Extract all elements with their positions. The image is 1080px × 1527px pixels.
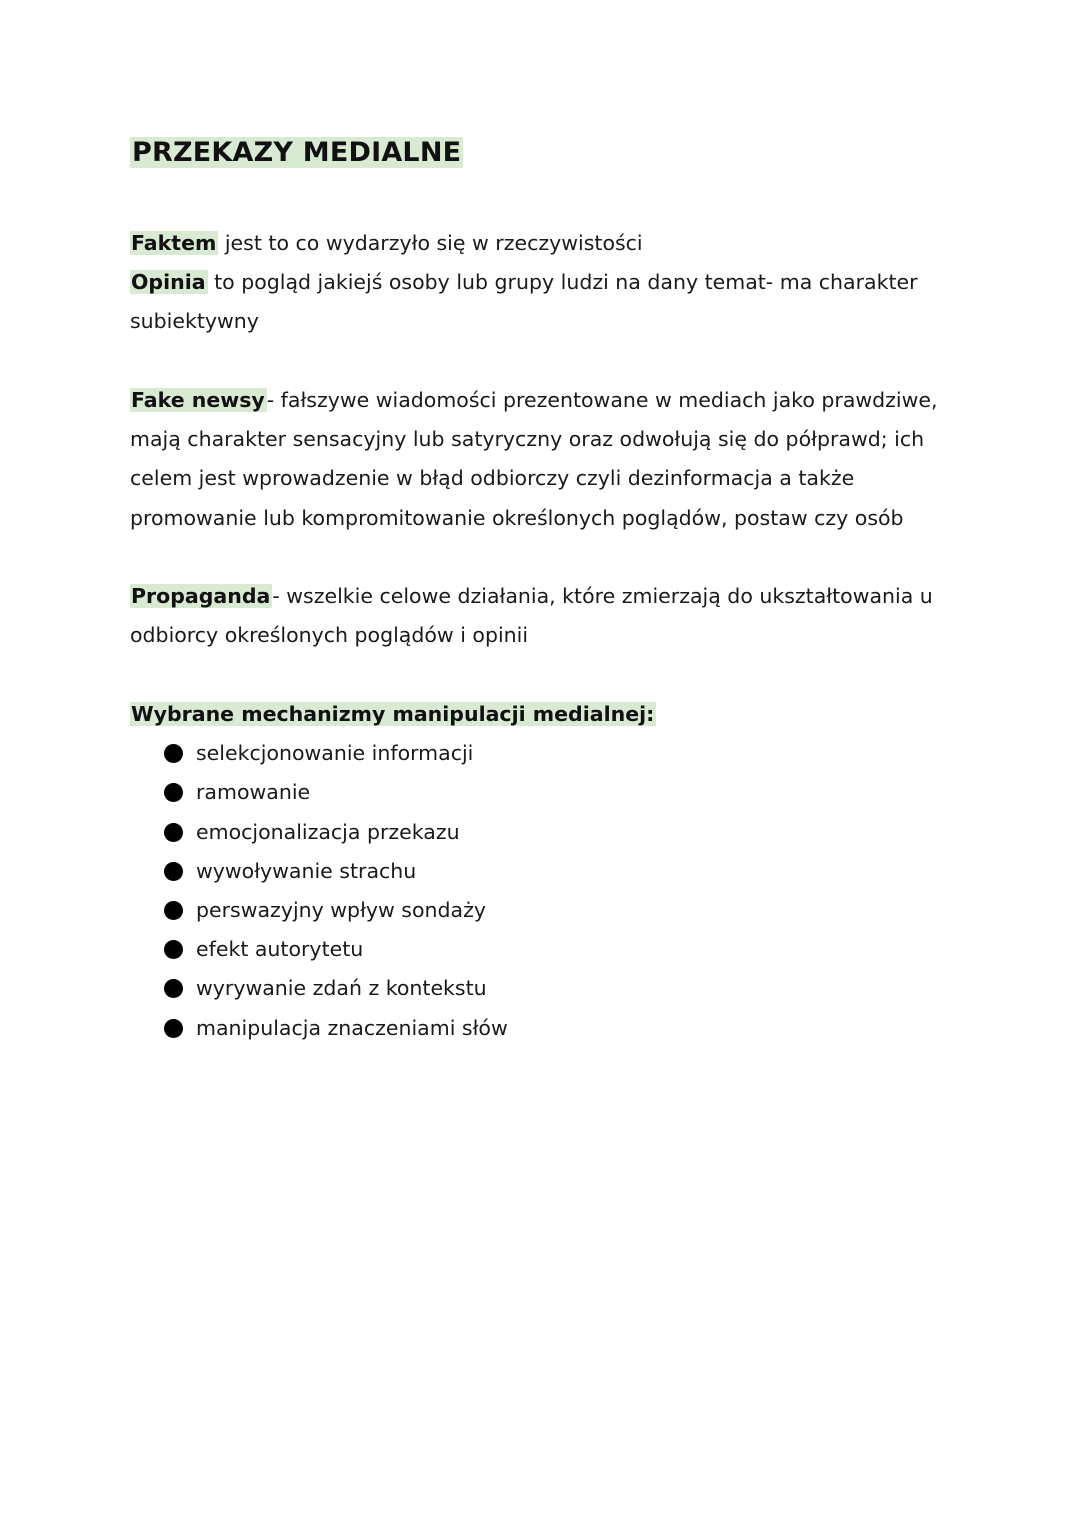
propaganda-definition [130,577,933,655]
bullet-icon [164,744,183,763]
fake-news-term: Fake newsy [131,388,265,412]
list-item [130,734,930,773]
fakt-term: Faktem [131,231,217,255]
page-title [130,133,463,173]
fake-news-line3: celem jest wprowadzenie w błąd odbiorczy czyli dezinformacja a także [130,466,855,491]
mechanisms-heading [130,695,930,734]
fake-news-line4: promowanie lub kompromitowanie określonych poglądów, postaw czy osób [130,505,904,530]
opinia-text-line2: subiektywny [130,309,259,334]
list-item-text: emocjonalizacja przekazu [196,819,460,844]
definitions-fakt-opinia [130,224,930,342]
bullet-icon [164,979,183,998]
bullet-icon [164,823,183,842]
fake-news-text-line1: - fałszywe wiadomości prezentowane w mediach jako prawdziwe, [266,388,938,412]
bullet-icon [164,940,183,959]
list-item [130,930,930,969]
list-item-text: perswazyjny wpływ sondaży [196,898,486,923]
mechanisms-list [130,734,930,1048]
list-item-text: wywoływanie strachu [196,858,417,883]
list-item [130,969,930,1008]
fake-news-line2: mają charakter sensacyjny lub satyryczny oraz odwołują się do półprawd; ich [130,427,925,452]
mechanisms-heading-text: Wybrane mechanizmy manipulacji medialnej: [131,702,655,726]
fake-news-line1 [130,381,938,420]
list-item [130,773,930,812]
fake-news-definition [130,381,938,538]
bullet-icon [164,783,183,802]
list-item [130,1009,930,1048]
propaganda-text-line1: - wszelkie celowe działania, które zmierzają do ukształtowania u [272,584,933,608]
bullet-icon [164,1019,183,1038]
list-item-text: ramowanie [196,780,311,805]
bullet-icon [164,862,183,881]
list-item [130,891,930,930]
opinia-term: Opinia [131,270,206,295]
list-item-text: wyrywanie zdań z kontekstu [196,976,487,1001]
fakt-text: jest to co wydarzyło się w rzeczywistości [218,231,643,255]
list-item-text: selekcjonowanie informacji [196,741,474,766]
opinia-definition [130,263,930,302]
list-item-text: manipulacja znaczeniami słów [196,1015,508,1040]
fakt-definition [130,224,930,263]
propaganda-line1 [130,577,933,616]
list-item [130,852,930,891]
list-item [130,813,930,852]
page-title-text: PRZEKAZY MEDIALNE [132,137,462,168]
mechanisms-section [130,695,930,1048]
list-item-text: efekt autorytetu [196,937,364,962]
propaganda-line2: odbiorcy określonych poglądów i opinii [130,623,529,648]
propaganda-term: Propaganda [131,584,271,608]
opinia-text-line1: to pogląd jakiejś osoby lub grupy ludzi na dany temat- ma charakter [207,270,918,295]
bullet-icon [164,901,183,920]
